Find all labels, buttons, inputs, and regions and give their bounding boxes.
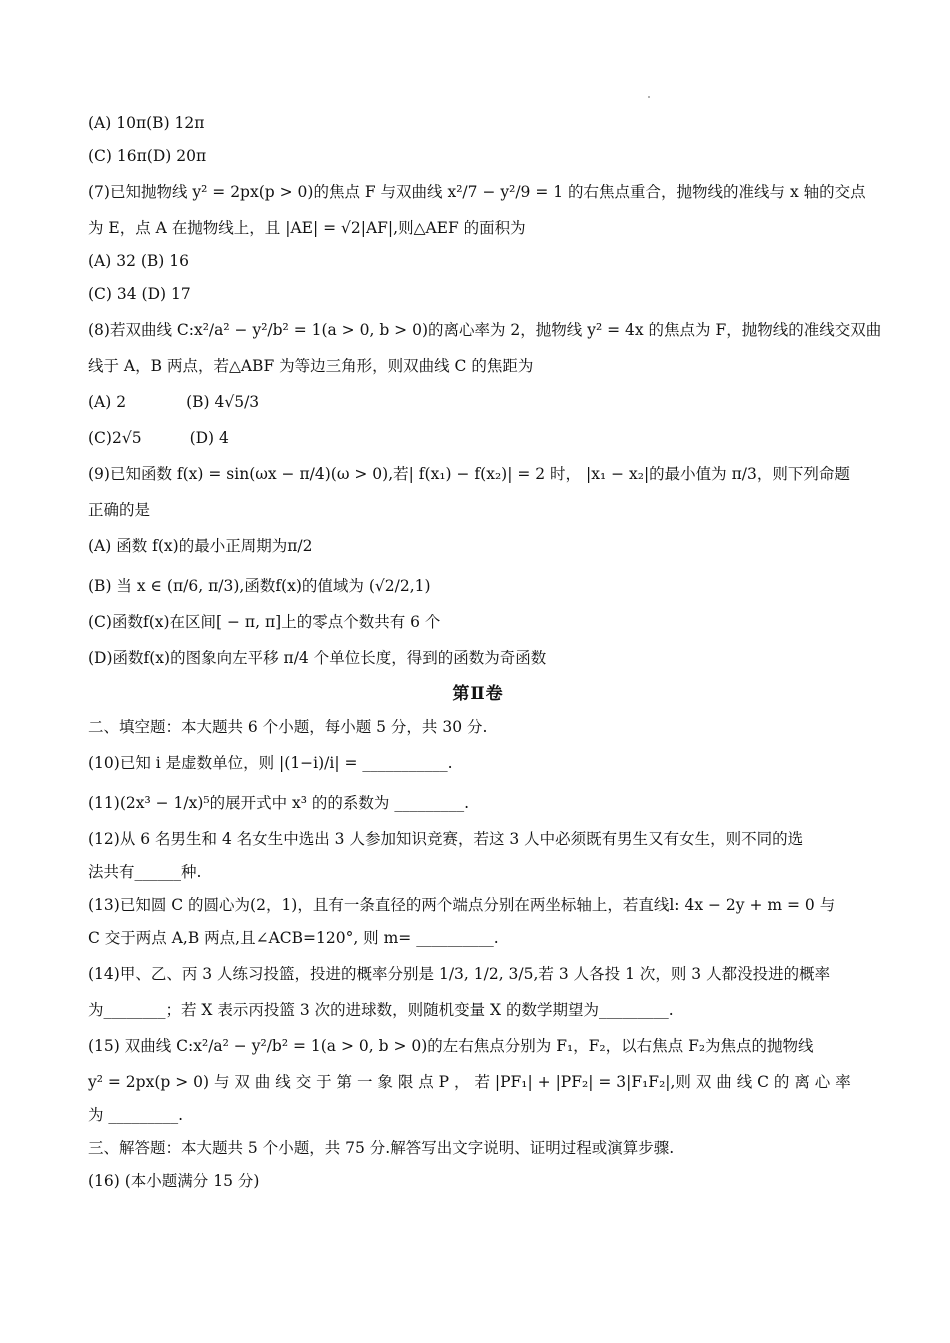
q12-line-2: 法共有______种. [88, 863, 202, 881]
q9-option-c: (C)函数f(x)在区间[ − π, π]上的零点个数共有 6 个 [88, 613, 441, 631]
q9-option-d: (D)函数f(x)的图象向左平移 π/4 个单位长度，得到的函数为奇函数 [88, 649, 547, 667]
q10: (10)已知 i 是虚数单位，则 |(1−i)/i| = ___________. [88, 754, 453, 772]
q11: (11)(2x³ − 1/x)⁵的展开式中 x³ 的的系数为 _________. [88, 794, 470, 812]
q8-option-c: (C)2√5 [88, 429, 142, 447]
q6-options-ab: (A) 10π(B) 12π [88, 114, 205, 132]
q8-option-b: (B) 4√5/3 [186, 393, 260, 411]
q16-heading: (16) (本小题满分 15 分) [88, 1172, 260, 1190]
q8-options-ab [88, 391, 868, 413]
q13-line-1: (13)已知圆 C 的圆心为(2，1)，且有一条直径的两个端点分别在两坐标轴上，若直线l: 4x − 2y + m = 0 与 [88, 896, 836, 914]
q15-line-2: y² = 2px(p > 0) 与 双 曲 线 交 于 第 一 象 限 点 P ， 若 |PF₁| + |PF₂| = 3|F₁F₂|,则 双 曲 线 C 的 离 心 率 [88, 1073, 851, 1091]
q7-options-ab: (A) 32 (B) 16 [88, 252, 189, 270]
q7-line-1: (7)已知抛物线 y² = 2px(p > 0)的焦点 F 与双曲线 x²/7 − y²/9 = 1 的右焦点重合，抛物线的准线与 x 轴的交点 [88, 183, 866, 201]
q8-line-1: (8)若双曲线 C:x²/a² − y²/b² = 1(a > 0, b > 0)的离心率为 2，抛物线 y² = 4x 的焦点为 F，抛物线的准线交双曲 [88, 321, 882, 339]
q9-option-b: (B) 当 x ∈ (π/6, π/3),函数f(x)的值域为 (√2/2,1) [88, 577, 431, 595]
q15-line-3: 为 _________. [88, 1106, 184, 1124]
q6-options-cd: (C) 16π(D) 20π [88, 147, 207, 165]
q8-line-2: 线于 A，B 两点，若△ABF 为等边三角形，则双曲线 C 的焦距为 [88, 357, 534, 375]
q15-line-1: (15) 双曲线 C:x²/a² − y²/b² = 1(a > 0, b > 0)的左右焦点分别为 F₁，F₂，以右焦点 F₂为焦点的抛物线 [88, 1037, 814, 1055]
q12-line-1: (12)从 6 名男生和 4 名女生中选出 3 人参加知识竞赛，若这 3 人中必须既有男生又有女生，则不同的选 [88, 830, 804, 848]
q8-option-a: (A) 2 [88, 393, 127, 411]
q14-line-2: 为________；若 X 表示丙投篮 3 次的进球数，则随机变量 X 的数学期望为_________. [88, 1001, 674, 1019]
q8-options-cd [88, 427, 868, 449]
q9-line-2: 正确的是 [88, 501, 151, 519]
q13-line-2: C 交于两点 A,B 两点,且∠ACB=120°, 则 m= __________. [88, 929, 499, 947]
section-title: 第Ⅱ卷 [452, 684, 504, 704]
q7-line-2: 为 E，点 A 在抛物线上，且 |AE| = √2|AF|,则△AEF 的面积为 [88, 219, 526, 237]
q9-option-a: (A) 函数 f(x)的最小正周期为π/2 [88, 537, 313, 555]
exam-page [88, 112, 882, 1192]
solution-heading: 三、解答题：本大题共 5 个小题，共 75 分.解答写出文字说明、证明过程或演算步骤. [88, 1139, 675, 1157]
q7-options-cd: (C) 34 (D) 17 [88, 285, 191, 303]
q14-line-1: (14)甲、乙、丙 3 人练习投篮，投进的概率分别是 1/3, 1/2, 3/5,若 3 人各投 1 次，则 3 人都没投进的概率 [88, 965, 831, 983]
page-dot [648, 96, 650, 98]
q8-option-d: (D) 4 [189, 429, 229, 447]
fill-in-heading: 二、填空题：本大题共 6 个小题，每小题 5 分，共 30 分. [88, 718, 488, 736]
q9-line-1: (9)已知函数 f(x) = sin(ωx − π/4)(ω > 0),若| f(x₁) − f(x₂)| = 2 时， |x₁ − x₂|的最小值为 π/3，则下列命题 [88, 465, 850, 483]
